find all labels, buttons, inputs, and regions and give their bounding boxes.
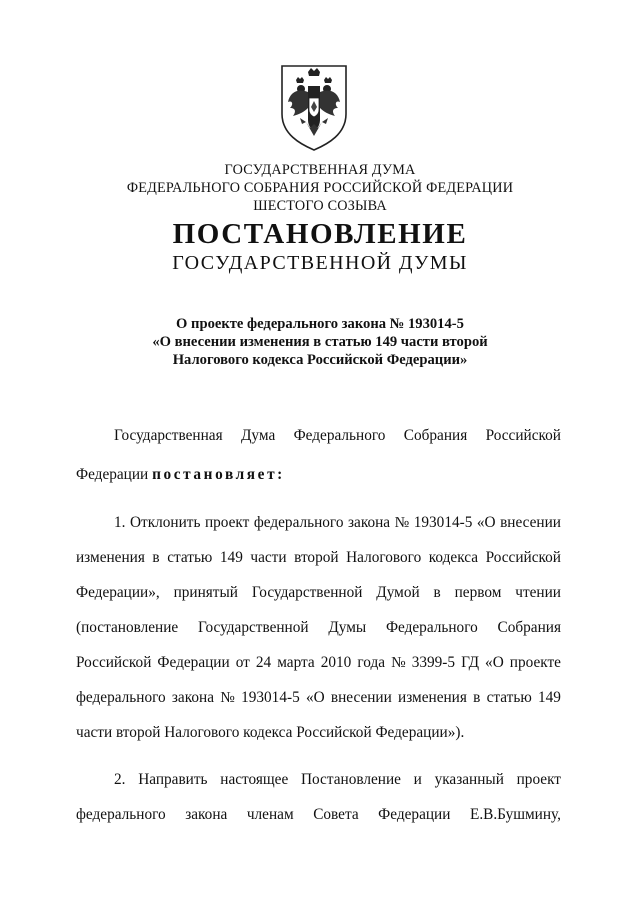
item-word: 24 <box>255 654 272 671</box>
preamble-word: Дума <box>240 427 276 444</box>
item-word: 1. <box>114 514 126 531</box>
item-word: Думой <box>376 584 420 601</box>
subject-line-2: «О внесении изменения в статью 149 части второй <box>152 334 488 350</box>
item-word: № <box>391 654 406 671</box>
item1-line-4 <box>76 618 561 638</box>
item-word: Федерации», <box>76 584 160 601</box>
item-word: первом <box>454 584 502 601</box>
item-word: Федерации <box>157 654 230 671</box>
item-word: № <box>394 514 410 531</box>
item-word: внесении <box>500 514 561 531</box>
item2-line-1 <box>76 770 561 790</box>
item-word: федерального <box>76 689 166 706</box>
item-word: изменения <box>76 549 145 566</box>
item-word: ГД <box>461 654 480 671</box>
item-word: «О <box>485 654 504 671</box>
item-word: в <box>433 584 441 601</box>
preamble-line-1 <box>76 426 561 446</box>
item-word: 193014-5 <box>241 689 300 706</box>
item1-line-5 <box>76 653 561 673</box>
item-word: чтении <box>515 584 561 601</box>
item-word: закона <box>347 514 391 531</box>
item-word: Налогового <box>346 549 422 566</box>
item-word: марта <box>277 654 315 671</box>
item-word: Постановление <box>300 771 401 788</box>
item-word: Совета <box>313 806 359 823</box>
item-word: указанный <box>434 771 504 788</box>
item-word: Направить <box>138 771 208 788</box>
item-word: № <box>220 689 235 706</box>
header-line-duma: ГОСУДАРСТВЕННАЯ ДУМА <box>224 162 416 178</box>
item-word: 149 <box>219 549 243 566</box>
preamble-word: Государственная <box>114 427 223 444</box>
item2-line-2 <box>76 805 561 825</box>
item-word: Российской <box>485 549 561 566</box>
item1-line-2 <box>76 548 561 568</box>
item1-line-1 <box>76 513 561 533</box>
item-word: и <box>413 771 422 788</box>
subject-line-3: Налогового кодекса Российской Федерации» <box>172 352 468 368</box>
preamble-prefix: Федерации <box>76 466 153 483</box>
item-word: «О <box>305 689 325 706</box>
item-word: Государственной <box>197 619 309 636</box>
preamble-word: Российской <box>485 427 561 444</box>
item-word: года <box>357 654 386 671</box>
item-word: федерального <box>76 806 166 823</box>
item-word: статью <box>486 689 532 706</box>
item-word: внесении <box>330 689 392 706</box>
item-word: Федерального <box>385 619 478 636</box>
preamble-line-2 <box>76 465 561 485</box>
item-word: 2010 <box>320 654 352 671</box>
item-word: Российской <box>76 654 152 671</box>
item-word: закона <box>185 806 228 823</box>
item1-line-7: части второй Налогового кодекса Российской Федерации»). <box>76 724 465 741</box>
item-word: проект <box>516 771 561 788</box>
item-word: проекте <box>509 654 561 671</box>
resolution-body <box>76 0 561 905</box>
item-word: изменения <box>398 689 467 706</box>
item-word: Государственной <box>251 584 363 601</box>
item-word: кодекса <box>428 549 479 566</box>
header-line-convocation: ШЕСТОГО СОЗЫВА <box>253 198 387 214</box>
item-word: проект <box>204 514 250 531</box>
item-word: принятый <box>173 584 238 601</box>
document-authority-title: ГОСУДАРСТВЕННОЙ ДУМЫ <box>172 252 468 274</box>
item-word: 149 <box>538 689 561 706</box>
preamble-word: Федерального <box>293 427 386 444</box>
item-word: второй <box>294 549 339 566</box>
item-word: «О <box>476 514 496 531</box>
item-word: 2. <box>114 771 126 788</box>
item-word: Отклонить <box>129 514 201 531</box>
item-word: в <box>473 689 481 706</box>
item-word: закона <box>171 689 214 706</box>
subject-line-1: О проекте федерального закона № 193014-5 <box>176 316 464 332</box>
item-word: 193014-5 <box>413 514 473 531</box>
item-word: Федерации <box>378 806 451 823</box>
item-word: части <box>250 549 287 566</box>
item1-line-6 <box>76 688 561 708</box>
decree-verb: постановляет: <box>152 466 285 483</box>
item1-line-3 <box>76 583 561 603</box>
item-word: (постановление <box>76 619 179 636</box>
item-word: членам <box>246 806 294 823</box>
item-word: в <box>152 549 160 566</box>
item-word: от <box>235 654 250 671</box>
item-word: Е.В.Бушмину, <box>469 806 561 823</box>
item-word: федерального <box>253 514 344 531</box>
item-word: 3399-5 <box>411 654 456 671</box>
item-word: Собрания <box>497 619 561 636</box>
item-word: Думы <box>328 619 367 636</box>
item-word: статью <box>167 549 213 566</box>
item-word: настоящее <box>220 771 289 788</box>
preamble-word: Собрания <box>403 427 468 444</box>
document-type-title: ПОСТАНОВЛЕНИЕ <box>172 218 468 250</box>
header-line-assembly: ФЕДЕРАЛЬНОГО СОБРАНИЯ РОССИЙСКОЙ ФЕДЕРАЦИИ <box>126 180 514 196</box>
